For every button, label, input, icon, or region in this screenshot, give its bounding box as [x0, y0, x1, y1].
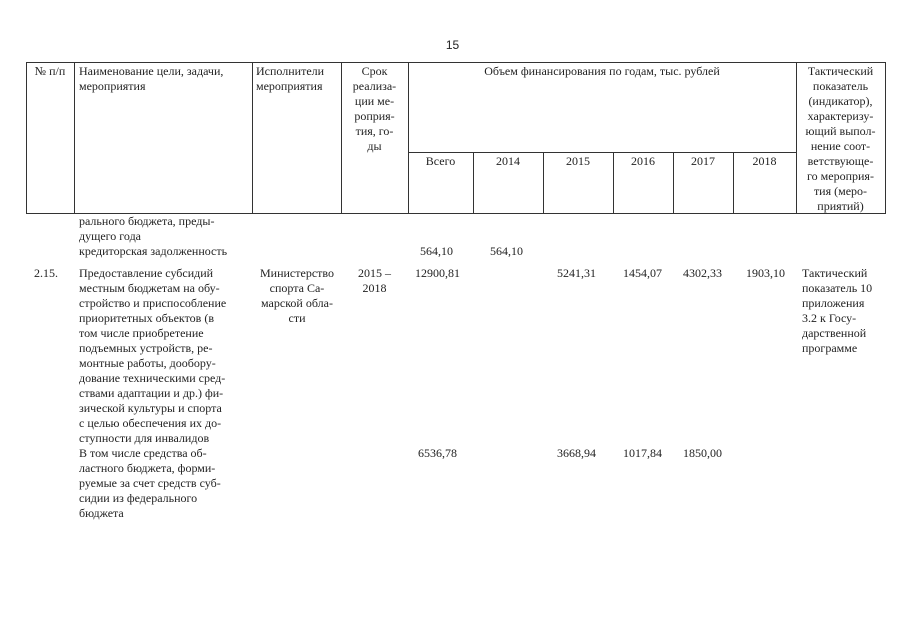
header-sub-2016: 2016 — [631, 154, 655, 168]
header-sub-2014: 2014 — [496, 154, 520, 168]
continuation-total: 564,10 — [420, 244, 453, 258]
row-indicator: Тактический показатель 10 приложения 3.2 к Госу- дарственной программе — [802, 266, 873, 355]
page-number: 15 — [445, 38, 460, 52]
row-term: 2015 – 2018 — [358, 266, 391, 295]
row-2018: 1903,10 — [746, 266, 785, 280]
row-executor: Министерство спорта Са- марской обла- сти — [260, 266, 334, 325]
including-2017: 1850,00 — [683, 446, 722, 460]
row-2015: 5241,31 — [557, 266, 596, 280]
row-2017: 4302,33 — [683, 266, 722, 280]
continuation-text: рального бюджета, преды- дущего года кредиторская задолженность — [79, 214, 228, 258]
including-2015: 3668,94 — [557, 446, 596, 460]
including-2016: 1017,84 — [623, 446, 662, 460]
header-sub-2015: 2015 — [566, 154, 590, 168]
row-2016: 1454,07 — [623, 266, 662, 280]
continuation-2014: 564,10 — [490, 244, 523, 258]
row-number: 2.15. — [34, 266, 58, 280]
header-sub-2018: 2018 — [752, 154, 777, 168]
header-col-term: Срок реализа- ции ме- роприя- тия, го- ды — [352, 64, 397, 153]
row-total: 12900,81 — [415, 266, 460, 280]
header-col-financing: Объем финансирования по годам, тыс. рублей — [484, 64, 720, 78]
header-col-name: Наименование цели, задачи, мероприятия — [79, 64, 224, 93]
including-total: 6536,78 — [418, 446, 457, 460]
row-name: Предоставление субсидий местным бюджетам на обу- стройство и приспособление приоритетных объектов (в том числе приобретение подъемных устройств, ре- монтные работы, дообору- дование техническими сред- ствами адаптации и др.) фи- зической культуры и спорта с целью обеспечения их до- ступности для инвалидов — [79, 266, 227, 445]
header-col-number: № п/п — [34, 64, 66, 78]
including-text: В том числе средства об- ластного бюджета, форми- руемые за счет средств суб- сидии из федерального бюджета — [79, 446, 221, 520]
header-col-indicator: Тактический показатель (индикатор), характеризу- ющий выпол- нение соот- ветствующе- го мероприя- тия (меро- приятий) — [805, 64, 876, 213]
header-sub-2017: 2017 — [691, 154, 715, 168]
header-sub-total: Всего — [425, 154, 456, 168]
header-col-executors: Исполнители мероприятия — [256, 64, 325, 93]
